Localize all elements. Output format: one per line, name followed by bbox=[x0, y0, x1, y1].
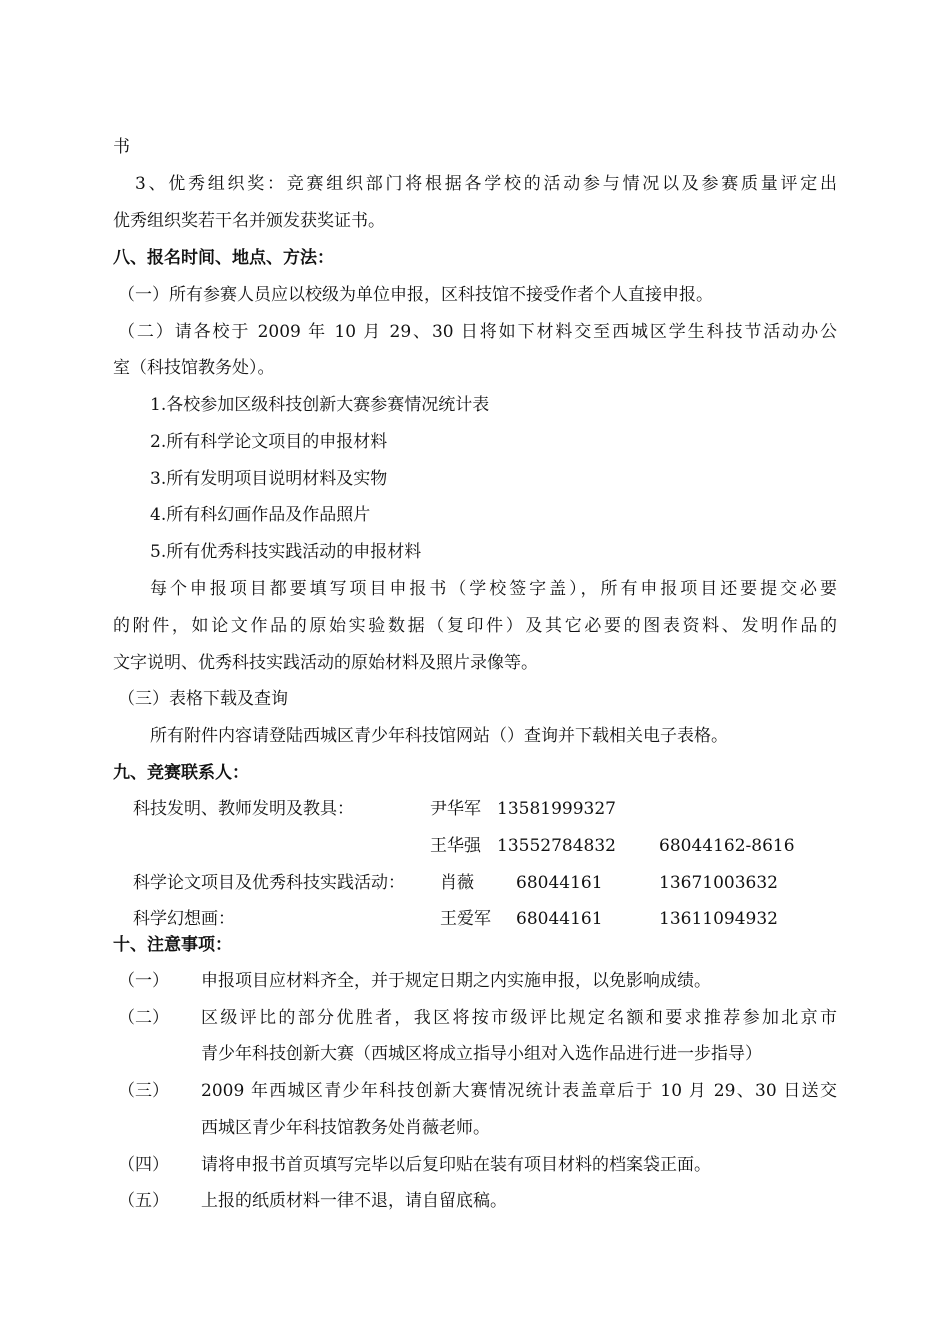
contact-name: 肖薇 bbox=[440, 873, 474, 893]
material-item: 3.所有发明项目说明材料及实物 bbox=[150, 469, 388, 489]
section8-p2-line2: 室（科技馆教务处）。 bbox=[113, 358, 275, 378]
contact-name: 王爱军 bbox=[440, 909, 491, 929]
contact-phone1: 13552784832 bbox=[497, 836, 616, 856]
section8-p3-text: 所有附件内容请登陆西城区青少年科技馆网站（）查询并下载相关电子表格。 bbox=[150, 726, 728, 746]
material-item: 1.各校参加区级科技创新大赛参赛情况统计表 bbox=[150, 395, 490, 415]
material-item: 4.所有科幻画作品及作品照片 bbox=[150, 505, 371, 525]
award3-line1: 3、优秀组织奖：竞赛组织部门将根据各学校的活动参与情况以及参赛质量评定出 bbox=[135, 174, 837, 194]
note-line1: 每个申报项目都要填写项目申报书（学校签字盖），所有申报项目还要提交必要 bbox=[150, 579, 837, 599]
note-line2: 的附件，如论文作品的原始实验数据（复印件）及其它必要的图表资料、发明作品的 bbox=[113, 616, 837, 636]
notice-number: （四） bbox=[118, 1155, 169, 1175]
contact-category: 科学幻想画： bbox=[133, 909, 235, 929]
material-item: 2.所有科学论文项目的申报材料 bbox=[150, 432, 388, 452]
notice-number: （二） bbox=[118, 1008, 169, 1028]
notice-text: 2009 年西城区青少年科技创新大赛情况统计表盖章后于 10 月 29、30 日送交 bbox=[201, 1081, 837, 1101]
notice-text: 上报的纸质材料一律不退，请自留底稿。 bbox=[201, 1191, 507, 1211]
section8-p2-line1: （二）请各校于 2009 年 10 月 29、30 日将如下材料交至西城区学生科技节活动办公 bbox=[118, 322, 837, 342]
contact-category: 科技发明、教师发明及教具： bbox=[133, 799, 354, 819]
contact-phone1: 68044161 bbox=[516, 873, 603, 893]
note-line3: 文字说明、优秀科技实践活动的原始材料及照片录像等。 bbox=[113, 653, 538, 673]
contact-phone1: 13581999327 bbox=[497, 799, 616, 819]
material-item: 5.所有优秀科技实践活动的申报材料 bbox=[150, 542, 422, 562]
notice-number: （五） bbox=[118, 1191, 169, 1211]
contact-phone2: 13611094932 bbox=[659, 909, 778, 929]
contact-phone1: 68044161 bbox=[516, 909, 603, 929]
section9-heading: 九、竞赛联系人： bbox=[113, 763, 249, 783]
section8-p1: （一）所有参赛人员应以校级为单位申报，区科技馆不接受作者个人直接申报。 bbox=[118, 285, 713, 305]
notice-text: 请将申报书首页填写完毕以后复印贴在装有项目材料的档案袋正面。 bbox=[201, 1155, 711, 1175]
contact-phone2: 68044162-8616 bbox=[659, 836, 795, 856]
notice-text: 申报项目应材料齐全，并于规定日期之内实施申报，以免影响成绩。 bbox=[201, 971, 711, 991]
notice-text: 区级评比的部分优胜者，我区将按市级评比规定名额和要求推荐参加北京市 bbox=[201, 1008, 837, 1028]
award3-line2: 优秀组织奖若干名并颁发获奖证书。 bbox=[113, 211, 385, 231]
contact-name: 尹华军 bbox=[430, 799, 481, 819]
section8-heading: 八、报名时间、地点、方法： bbox=[113, 248, 334, 268]
notice-number: （三） bbox=[118, 1081, 169, 1101]
section10-heading: 十、注意事项： bbox=[113, 935, 232, 955]
notice-number: （一） bbox=[118, 971, 169, 991]
contact-category: 科学论文项目及优秀科技实践活动： bbox=[133, 873, 405, 893]
award2-continuation: 书 bbox=[113, 137, 130, 157]
notice-text-cont: 青少年科技创新大赛（西城区将成立指导小组对入选作品进行进一步指导） bbox=[201, 1044, 762, 1064]
notice-text-cont: 西城区青少年科技馆教务处肖薇老师。 bbox=[201, 1118, 490, 1138]
contact-phone2: 13671003632 bbox=[659, 873, 778, 893]
contact-name: 王华强 bbox=[430, 836, 481, 856]
section8-p3: （三）表格下载及查询 bbox=[118, 689, 288, 709]
